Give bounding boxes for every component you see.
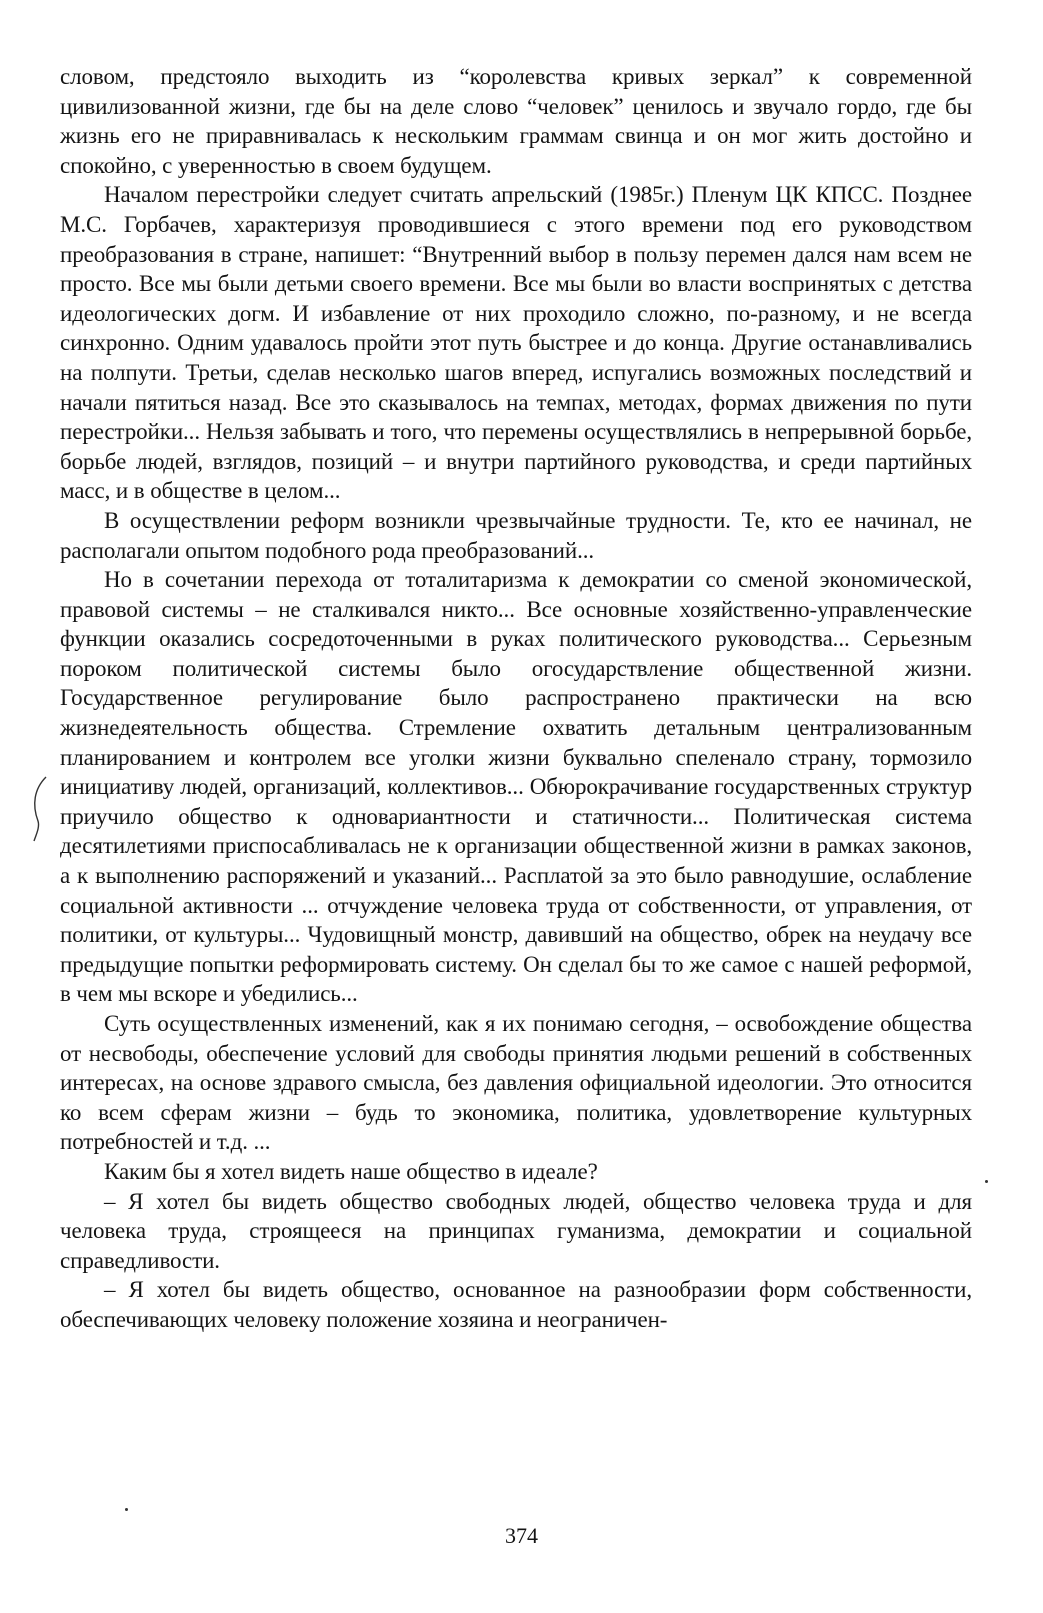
page-number: 374 bbox=[505, 1523, 538, 1548]
paragraph-5: Суть осуществленных изменений, как я их понимаю сегодня, – освобождение общества от несвободы, обеспечение условий для свободы принятия людьми решений в собственных интересах, на основе здравого смысла, без давления официальной идеологии. Это относится ко всем сферам жизни – будь то экономика, политика, удовлетворение культурных потребностей и т.д. ... bbox=[60, 1011, 972, 1155]
paragraph-3: В осуществлении реформ возникли чрезвычайные трудности. Те, кто ее начинал, не располагали опытом подобного рода преобразований... bbox=[60, 507, 972, 563]
paragraph-8: – Я хотел бы видеть общество, основанное на разнообразии форм собственности, обеспечивающих человеку положение хозяина и неограничен- bbox=[60, 1277, 972, 1332]
paragraph-4: Но в сочетании перехода от тоталитаризма к демократии со сменой экономической, правовой системы – не сталкивался никто... Все основные хозяйственно-управленческие функции оказались сосредоточенными в руках политического руководства... Серьезным пороком политической системы было огосударствление общественной жизни. Государственное регулирование было распространено практически на всю жизнедеятельность общества. Стремление охватить детальным централизованным планированием и контролем все уголки жизни буквально спеленало страну, тормозило инициативу людей, организаций, коллективов... Обюрокрачивание государственных структур приучило общество к одновариантности и статичности... Политическая система десятилетиями приспосабливалась не к организации общественной жизни в рамках законов, а к выполнению распоряжений и указаний... Расплатой за это было равнодушие, ослабление социальной активности ... отчуждение человека труда от собственности, от управления, от политики, от культуры... Чудовищный монстр, давивший на общество, обрек на неудачу все предыдущие попытки реформировать систему. Он сделал бы то же самое с нашей реформой, в чем мы вскоре и убедились... bbox=[60, 567, 972, 1007]
margin-speck bbox=[985, 1180, 988, 1183]
pencil-margin-mark bbox=[28, 775, 50, 845]
body-text bbox=[60, 62, 972, 1335]
margin-speck bbox=[125, 1508, 128, 1511]
paragraph-1: словом, предстояло выходить из “королевства кривых зеркал” к современной цивилизованной жизни, где бы на деле слово “человек” ценилось и звучало гордо, где бы жизнь его не приравнивалась к нескольким граммам свинца и он мог жить достойно и спокойно, с уверенностью в своем будущем. bbox=[60, 64, 972, 178]
paragraph-7: – Я хотел бы видеть общество свободных людей, общество человека труда и для человека труда, строящееся на принципах гуманизма, демократии и социальной справедливости. bbox=[60, 1188, 972, 1273]
paragraph-2: Началом перестройки следует считать апрельский (1985г.) Пленум ЦК КПСС. Позднее М.С. Горбачев, характеризуя проводившиеся с этого времени под его руководством преобразования в стране, напишет: “Внутренний выбор в пользу перемен дался нам всем не просто. Все мы были детьми своего времени. Все мы были во власти воспринятых с детства идеологических догм. И избавление от них проходило сложно, по-разному, и не всегда синхронно. Одним удавалось пройти этот путь быстрее и до конца. Другие останавливались на полпути. Третьи, сделав несколько шагов вперед, испугались возможных последствий и начали пятиться назад. Все это сказывалось на темпах, методах, формах движения по пути перестройки... Нельзя забывать и того, что перемены осуществлялись в непрерывной борьбе, борьбе людей, взглядов, позиций – и внутри партийного руководства, и среди партийных масс, и в обществе в целом... bbox=[60, 182, 972, 504]
paragraph-6: Каким бы я хотел видеть наше общество в идеале? bbox=[104, 1158, 598, 1184]
